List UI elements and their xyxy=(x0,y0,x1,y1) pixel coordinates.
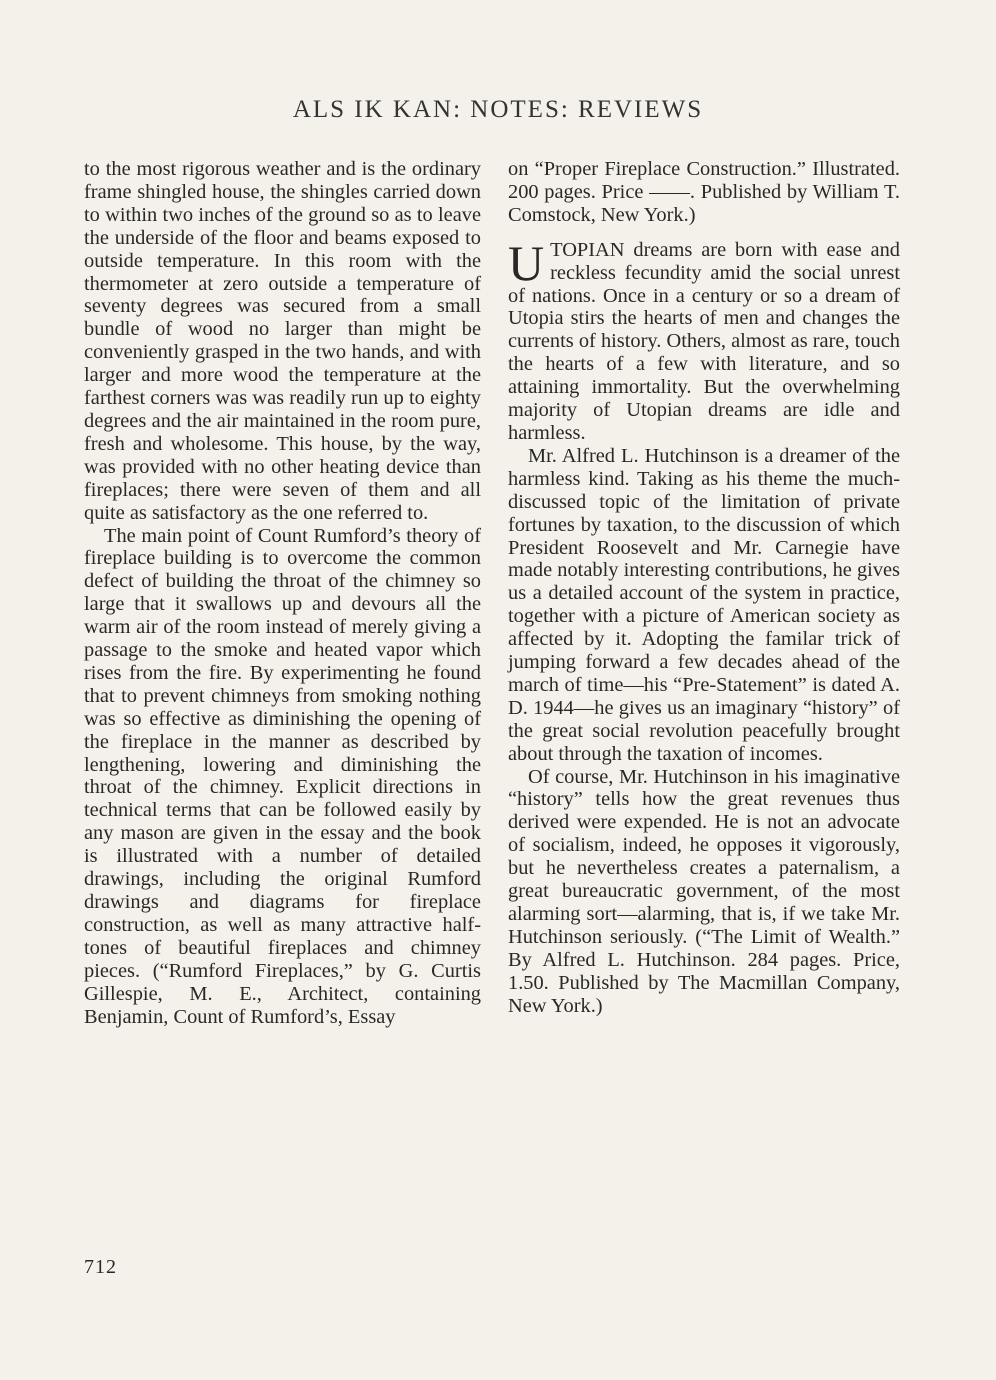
left-column xyxy=(84,158,481,1028)
running-head: ALS IK KAN: NOTES: REVIEWS xyxy=(292,96,704,123)
utopian-review-opening xyxy=(508,234,900,445)
right-paragraph-1: on “Proper Fireplace Construction.” Illustrated. 200 pages. Price ——. Published by William T. Comstock, New York.) xyxy=(508,158,900,226)
drop-cap: U xyxy=(508,234,545,291)
right-paragraph-3: Mr. Alfred L. Hutchinson is a dreamer of the harmless kind. Taking as his theme the much-discussed topic of the limitation of private fortunes by taxation, to the discussion of which President Roosevelt and Mr. Carnegie have made notably interesting contributions, he gives us a detailed account of the system in practice, together with a picture of American society as affected by it. Adopting the familar trick of jumping forward a few decades ahead of the march of time—his “Pre-Statement” is dated A. D. 1944—he gives us an imaginary “history” of the great social revolution peacefully brought about through the taxation of incomes. xyxy=(508,444,900,765)
page-number: 712 xyxy=(84,1256,117,1278)
right-column xyxy=(508,158,900,1018)
right-paragraph-4: Of course, Mr. Hutchinson in his imaginative “history” tells how the great revenues thus derived were expended. He is not an advocate of socialism, indeed, he opposes it vigorously, but he nevertheless creates a paternalism, a great bureaucratic government, of the most alarming sort—alarming, that is, if we take Mr. Hutchinson seriously. (“The Limit of Wealth.” By Alfred L. Hutchinson. 284 pages. Price, 1.50. Published by The Macmillan Company, New York.) xyxy=(508,765,900,1017)
left-paragraph-2: The main point of Count Rumford’s theory of fireplace building is to overcome the common defect of building the throat of the chimney so large that it swallows up and devours all the warm air of the room instead of merely giving a passage to the smoke and heated vapor which rises from the fire. By experimenting he found that to prevent chimneys from smoking nothing was so effective as diminishing the opening of the fireplace in the manner as described by lengthening, lowering and diminishing the throat of the chimney. Explicit directions in technical terms that can be followed easily by any mason are given in the essay and the book is illustrated with a number of detailed drawings, including the original Rumford drawings and diagrams for fireplace construction, as well as many attractive half-tones of beautiful fireplaces and chimney pieces. (“Rumford Fireplaces,” by G. Curtis Gillespie, M. E., Architect, containing Benjamin, Count of Rumford’s, Essay xyxy=(84,524,481,1028)
left-paragraph-1: to the most rigorous weather and is the ordinary frame shingled house, the shingles carried down to within two inches of the ground so as to leave the underside of the floor and beams exposed to outside temperature. In this room with the thermometer at zero outside a temperature of seventy degrees was secured from a small bundle of wood no larger than might be conveniently grasped in the two hands, and with larger and more wood the temperature at the farthest corners was was readily run up to eighty degrees and the air maintained in the room pure, fresh and wholesome. This house, by the way, was provided with no other heating device than fireplaces; there were seven of them and all quite as satisfactory as the one referred to. xyxy=(84,158,481,524)
right-paragraph-2: TOPIAN dreams are born with ease and reckless fecundity amid the social unrest of nations. Once in a century or so a dream of Utopia stirs the hearts of men and changes the currents of history. Others, almost as rare, touch the hearts of a few with literature, and so attaining immortality. But the overwhelming majority of Utopian dreams are idle and harmless. xyxy=(508,238,900,444)
